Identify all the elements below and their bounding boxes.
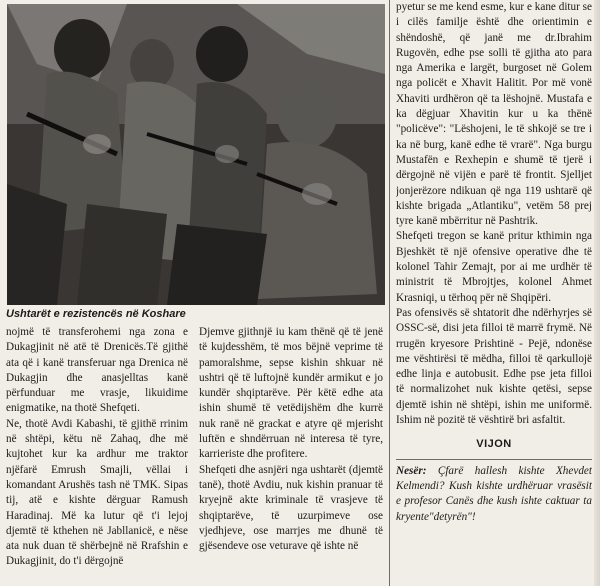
soldiers-photo	[7, 4, 385, 305]
paragraph: pyetur se me kend esme, kur e kane ditur se i cilës familje është dhe orientimin e shëndoshë, që janë me dr.Ibrahim Rugovën, edhe pse solli të gjitha ato para nga Amerika e largët, burgoset në Golem nga policët e Xhavit Halitit. Por më vonë Xhaviti urdhëron që ta lëshojnë. Mustafa e ka dëgjuar Xhavitin kur u ka thënë "policëve": "Lëshojeni, le të shkojë se tre i ka në burg, kanë edhe të vrarë". Nga burgu Mustafën e Rexhepin e shumë të tjerë i dërgojnë në vijën e parë të frontit. Sjelljet jonjerëzore ndikuan që nga 119 ushtarë që kishte brigada „Atlantiku", vetëm 58 prej tyre kanë mbërritur në Pashtrik.	[396, 1, 592, 228]
paragraph: nojmë të transferohemi nga zona e Dukagjinit në atë të Drenicës.Të gjithë ata që i kanë transferuar nga Drenica në Dukagjin dhe anasjelltas kanë përfunduar me vrasje, likuidime enigmatike, na thotë Shefqeti.	[6, 326, 188, 415]
paragraph: Shefqeti tregon se kanë pritur kthimin nga Bjeshkët të një ofensive operative dhe të kolonel Tahir Zemajt, por ai me urdhër të ministrit të Mbrojtjes, kolonel Ahmet Krasniqi, u tërhoq për në Shqipëri.	[396, 230, 592, 304]
paragraph: Shefqeti dhe asnjëri nga ushtarët (djemtë tanë), thotë Avdiu, nuk kishin pranuar të kryejnë akte kriminale të vrasjeve të shqiptarëve, të uzurpimeve ose vjedhjeve, ose marrjes me dhunë të gjësendeve ose veturave që ishte në	[199, 463, 383, 553]
tomorrow-label: Nesër:	[396, 464, 427, 477]
tomorrow-text: Çfarë hallesh kishte Xhevdet Kelmendi? Kush kishte urdhëruar vrasësit e profesor Canës dhe kush ishte caktuar ta kryente"detyrën"!	[396, 464, 592, 523]
paragraph: Djemve gjithnjë iu kam thënë që të jenë të kujdesshëm, të mos bëjnë veprime të pamoralshme, sepse kishin shkuar në ushtri që të luftojnë kundër armikut e jo kundër shqiptarëve. Për këtë edhe ata ishin shumë të vetëdijshëm dhe kurrë nuk ranë në grackat e atyre që mjerisht luftën e shndërruan në interesa të tyre, karrieriste dhe profitere.	[199, 326, 383, 461]
paragraph: Pas ofensivës së shtatorit dhe ndërhyrjes së OSSC-së, disi jeta filloi të marrë frymë. Në rrugën kryesore Prishtinë - Pejë, ndonëse me vështirësi të mëdha, filloi të qarkullojë edhe linja e autobusit. Edhe pse jeta filloi të normalizohet nuk kishte qetësi, sepse djemtë ishin në shtëpi, ishin me uniformë. Ishim në pozitë të vështirë bri asfaltit.	[396, 306, 592, 427]
tomorrow-teaser	[396, 464, 592, 525]
paper-edge	[594, 0, 600, 586]
article-column-2	[199, 325, 383, 585]
separator-line	[396, 459, 592, 460]
article-column-3	[396, 0, 592, 586]
column-divider	[389, 0, 390, 586]
continued-marker: VIJON	[476, 438, 512, 451]
paragraph: Ne, thotë Avdi Kabashi, të gjithë rrinim në shtëpi, këtu në Zahaq, dhe më kujtohet kur ka ardhur me traktor njëfarë Emrush Smajli, vëllai i komandant Arushës tash në TMK. Sipas tij, atë e kishte dërguar Ramush Haradinaj. Më ka lutur që t'i lejoj djemtë të kthehen në Jabllanicë, e nëse ata nuk duan të shërbejnë në Rrafshin e Dukagjinit, do t'i dërgojnë	[6, 417, 188, 568]
article-column-1	[6, 325, 188, 585]
photo-caption: Ushtarët e rezistencës në Koshare	[6, 308, 186, 320]
photo-image	[7, 4, 385, 305]
